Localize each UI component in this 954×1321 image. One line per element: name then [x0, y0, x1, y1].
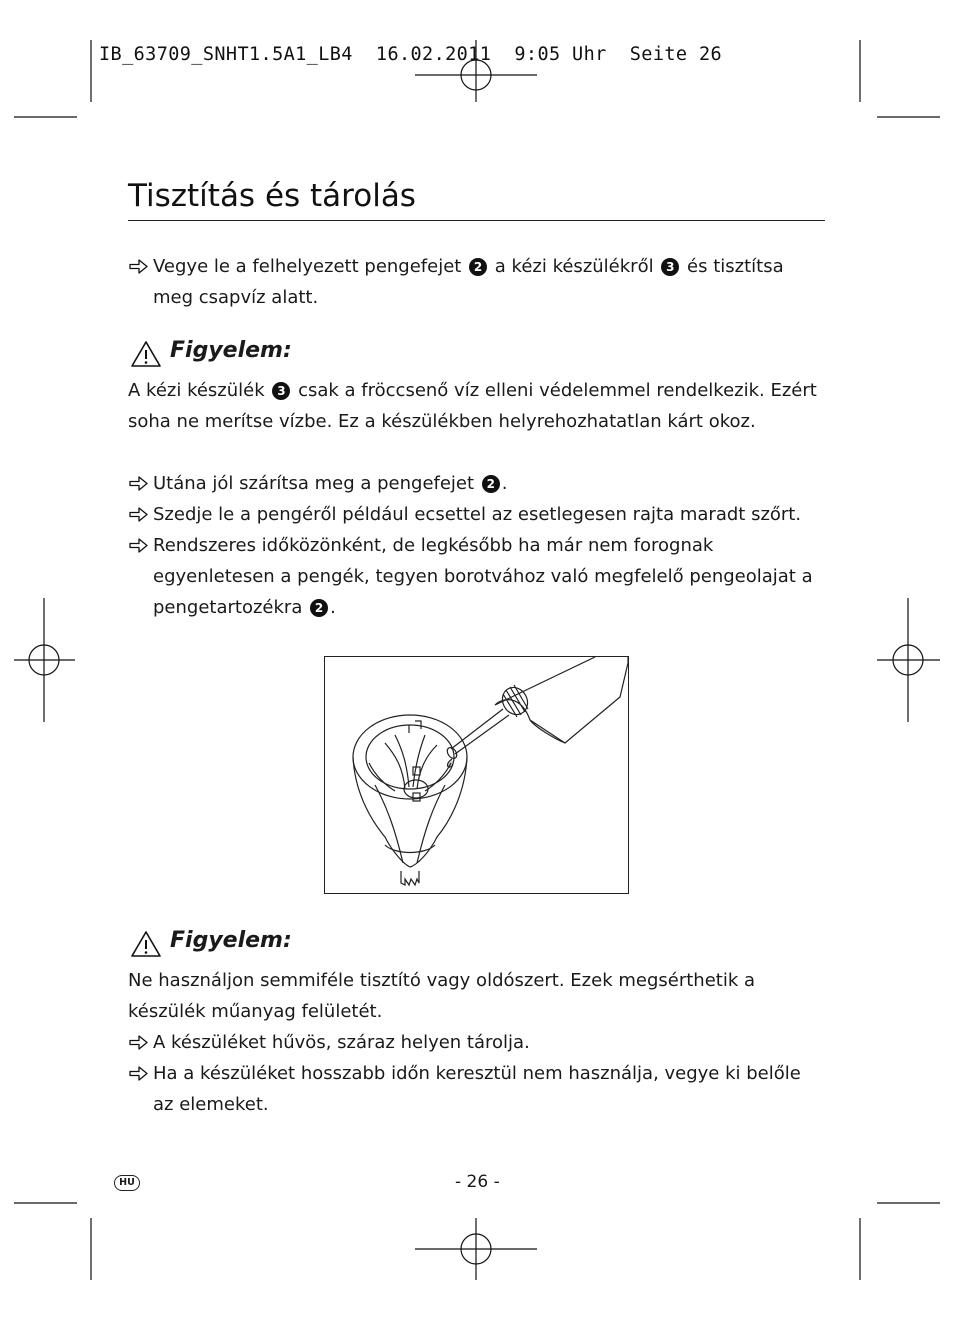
list-item	[153, 1027, 825, 1058]
arrow-right-outline-icon	[128, 530, 150, 561]
part-number-badge: 2	[469, 258, 487, 276]
arrow-right-outline-icon	[128, 468, 150, 499]
warning-text-part: csak a fröccsenő víz elleni védelemmel rendelkezik. Ezért soha ne merítse vízbe. Ez a készülékben helyrehozhatatlan kárt okoz.	[128, 380, 817, 432]
list-item	[153, 251, 825, 313]
part-number-badge: 3	[272, 382, 290, 400]
blade-head-oil-drawing	[325, 657, 628, 893]
step-text: .	[330, 597, 336, 618]
warning-label: Figyelem:	[170, 928, 292, 953]
warning-label: Figyelem:	[170, 338, 292, 363]
list-item	[153, 468, 825, 499]
step-text: .	[501, 473, 508, 494]
step-text: és tisztítsa meg csapvíz alatt.	[153, 256, 784, 308]
list-item	[153, 1058, 825, 1120]
oiling-illustration	[324, 656, 629, 894]
step-text: Utána jól szárítsa meg a pengefejet	[153, 473, 480, 494]
part-number-badge: 3	[661, 258, 679, 276]
page-title: Tisztítás és tárolás	[128, 178, 416, 214]
title-divider	[128, 220, 825, 221]
country-badge: HU	[114, 1175, 140, 1191]
warning-triangle-icon	[130, 930, 162, 958]
step-text: Rendszeres időközönként, de legkésőbb ha már nem forognak egyenletesen a pengék, tegyen borotvához való megfelelő pengeolajat a pengetartozékra	[153, 535, 813, 618]
list-item	[153, 499, 825, 530]
print-slug: IB_63709_SNHT1.5A1_LB4 16.02.2011 9:05 Uhr Seite 26	[99, 44, 723, 65]
arrow-right-outline-icon	[128, 1027, 150, 1058]
step-text: a kézi készülékről	[489, 256, 660, 277]
step-text: Vegye le a felhelyezett pengefejet	[153, 256, 468, 277]
arrow-right-outline-icon	[128, 1058, 150, 1089]
warning-text: Ne használjon semmiféle tisztító vagy oldószert. Ezek megsérthetik a készülék műanyag felületét.	[128, 970, 756, 1022]
step-text: Ha a készüléket hosszabb időn keresztül nem használja, vegye ki belőle az elemeket.	[153, 1063, 801, 1115]
warning-text	[128, 375, 828, 437]
warning-triangle-icon	[130, 340, 162, 368]
arrow-right-outline-icon	[128, 499, 150, 530]
part-number-badge: 2	[482, 475, 500, 493]
page-number: - 26 -	[455, 1172, 500, 1192]
step-text: Szedje le a pengéről például ecsettel az esetlegesen rajta maradt szőrt.	[153, 504, 802, 525]
warning-text-part: A kézi készülék	[128, 380, 271, 401]
arrow-right-outline-icon	[128, 251, 150, 282]
step-text: A készüléket hűvös, száraz helyen tárolja.	[153, 1032, 530, 1053]
list-item	[153, 530, 825, 623]
part-number-badge: 2	[310, 599, 328, 617]
